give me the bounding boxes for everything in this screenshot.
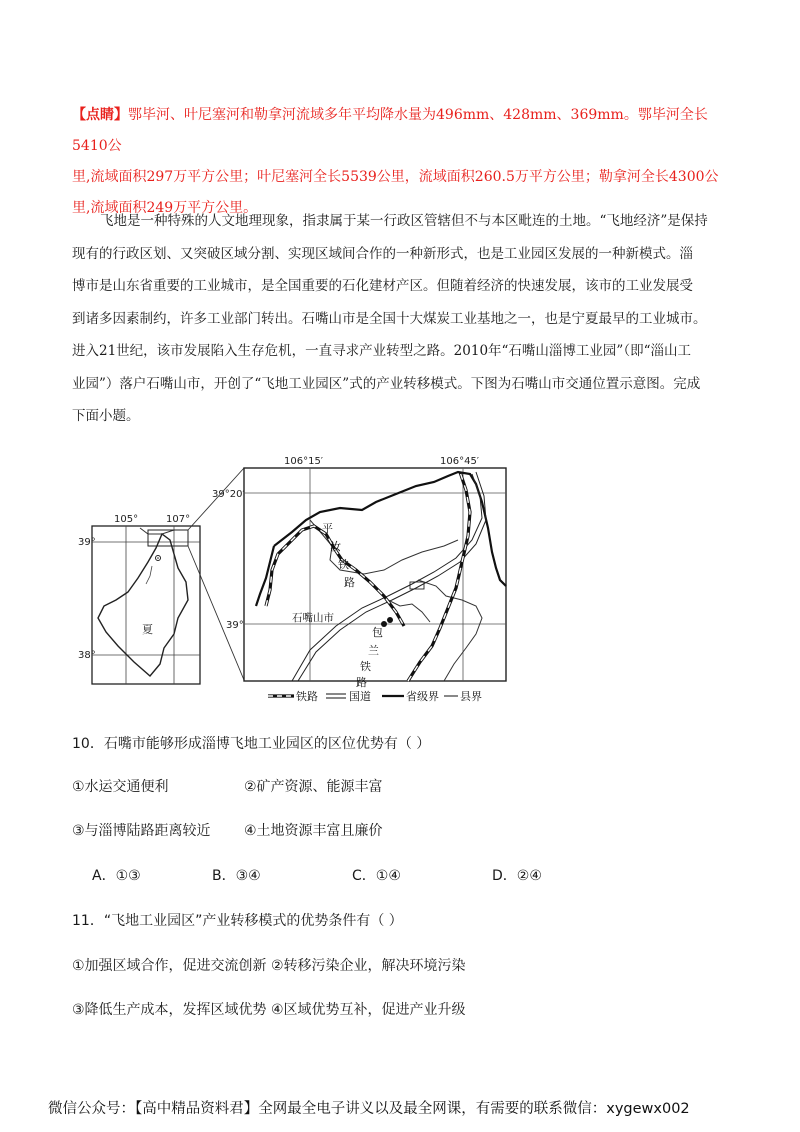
baolan-rail-char-4: 路 bbox=[356, 676, 367, 689]
q11-options-1-2: ①加强区域合作，促进交流创新 ②转移污染企业，解决环境污染 bbox=[72, 958, 466, 974]
passage-line-3: 博市是山东省重要的工业城市，是全国重要的石化建材产区。但随着经济的快速发展，该市的工业发展受 bbox=[72, 278, 693, 294]
legend-railway: 铁路 bbox=[296, 690, 318, 703]
detail-lat-39: 39° bbox=[226, 620, 244, 631]
inset-lon-105: 105° bbox=[114, 514, 139, 525]
inset-lat-39: 39° bbox=[78, 537, 96, 548]
q10-choice-b[interactable]: B．③④ bbox=[212, 868, 261, 884]
detail-lon-106-15: 106°15′ bbox=[284, 456, 324, 467]
legend-county-border: 县界 bbox=[460, 690, 482, 703]
detail-lon-106-45: 106°45′ bbox=[440, 456, 480, 467]
passage-line-7: 下面小题。 bbox=[72, 408, 140, 424]
city-label: 石嘴山市 bbox=[292, 612, 334, 624]
tip-bracket: 【点睛】 bbox=[72, 107, 128, 123]
passage-text-1: 飞地是一种特殊的人文地理现象，指隶属于某一行政区管辖但不与本区毗连的土地。“飞地经济”是保持 bbox=[100, 213, 708, 229]
q10-choice-c[interactable]: C．①④ bbox=[352, 868, 401, 884]
question-11-stem: 11．“飞地工业园区”产业转移模式的优势条件有（ ） bbox=[72, 913, 403, 929]
passage-line-4: 到诸多因素制约，许多工业部门转出。石嘴山市是全国十大煤炭工业基地之一，也是宁夏最早的工业城市。 bbox=[72, 310, 707, 327]
passage-line-5: 进入21世纪，该市发展陷入生存危机，一直寻求产业转型之路。2010年“石嘴山淄博工业园”（即“淄山工 bbox=[72, 343, 691, 359]
passage-line-6: 业园”）落户石嘴山市，开创了“飞地工业园区”式的产业转移模式。下图为石嘴山市交通位置示意图。完成 bbox=[72, 375, 701, 392]
tip-text-1: 鄂毕河、叶尼塞河和勒拿河流域多年平均降水量为496mm、428mm、369mm。鄂毕河全长5410公 bbox=[72, 107, 708, 154]
q10-option-3: ③与淄博陆路距离较近 bbox=[72, 823, 211, 839]
q10-option-2: ②矿产资源、能源丰富 bbox=[244, 779, 383, 795]
passage-line-1 bbox=[72, 205, 732, 238]
q10-option-4: ④土地资源丰富且廉价 bbox=[244, 823, 383, 839]
legend-province-border: 省级界 bbox=[406, 690, 439, 703]
map-legend bbox=[268, 689, 482, 703]
detail-lat-39-20: 39°20′ bbox=[212, 489, 245, 500]
footer-note: 微信公众号：【高中精品资料君】全网最全电子讲义以及最全网课，有需要的联系微信：xygewx002 bbox=[48, 1101, 690, 1117]
detail-map bbox=[212, 456, 506, 689]
location-map bbox=[78, 450, 518, 705]
passage bbox=[72, 205, 732, 433]
baolan-rail-char-1: 包 bbox=[372, 626, 383, 639]
tip-line-1 bbox=[72, 100, 732, 162]
baolan-rail-char-3: 铁 bbox=[360, 660, 371, 673]
q11-options-3-4: ③降低生产成本，发挥区域优势 ④区域优势互补，促进产业升级 bbox=[72, 1002, 466, 1018]
inset-lon-107: 107° bbox=[166, 514, 191, 525]
q10-choice-a[interactable]: A．①③ bbox=[92, 868, 141, 884]
pingru-rail-char-3: 铁 bbox=[338, 558, 349, 571]
pingru-rail-char-1: 平 bbox=[322, 522, 333, 535]
inset-map bbox=[78, 468, 244, 684]
legend-highway: 国道 bbox=[349, 690, 371, 703]
inset-lat-38: 38° bbox=[78, 650, 96, 661]
question-10-stem: 10．石嘴市能够形成淄博飞地工业园区的区位优势有（ ） bbox=[72, 736, 431, 752]
inset-region-label: 夏 bbox=[142, 623, 153, 636]
pingru-rail-char-4: 路 bbox=[344, 576, 355, 589]
q10-choice-d[interactable]: D．②④ bbox=[492, 868, 542, 884]
baolan-rail-char-2: 兰 bbox=[368, 644, 379, 657]
tip-line-3: 里,流域面积249万平方公里。 bbox=[72, 200, 258, 216]
tip-line-2: 里,流域面积297万平方公里；叶尼塞河全长5539公里，流域面积260.5万平方公里；勒拿河全长4300公 bbox=[72, 169, 719, 185]
passage-line-2: 现有的行政区划、又突破区域分割、实现区域间合作的一种新形式，也是工业园区发展的一种新模式。淄 bbox=[72, 245, 693, 262]
pingru-rail-char-2: 汝 bbox=[330, 540, 341, 553]
q10-option-1: ①水运交通便利 bbox=[72, 779, 169, 795]
